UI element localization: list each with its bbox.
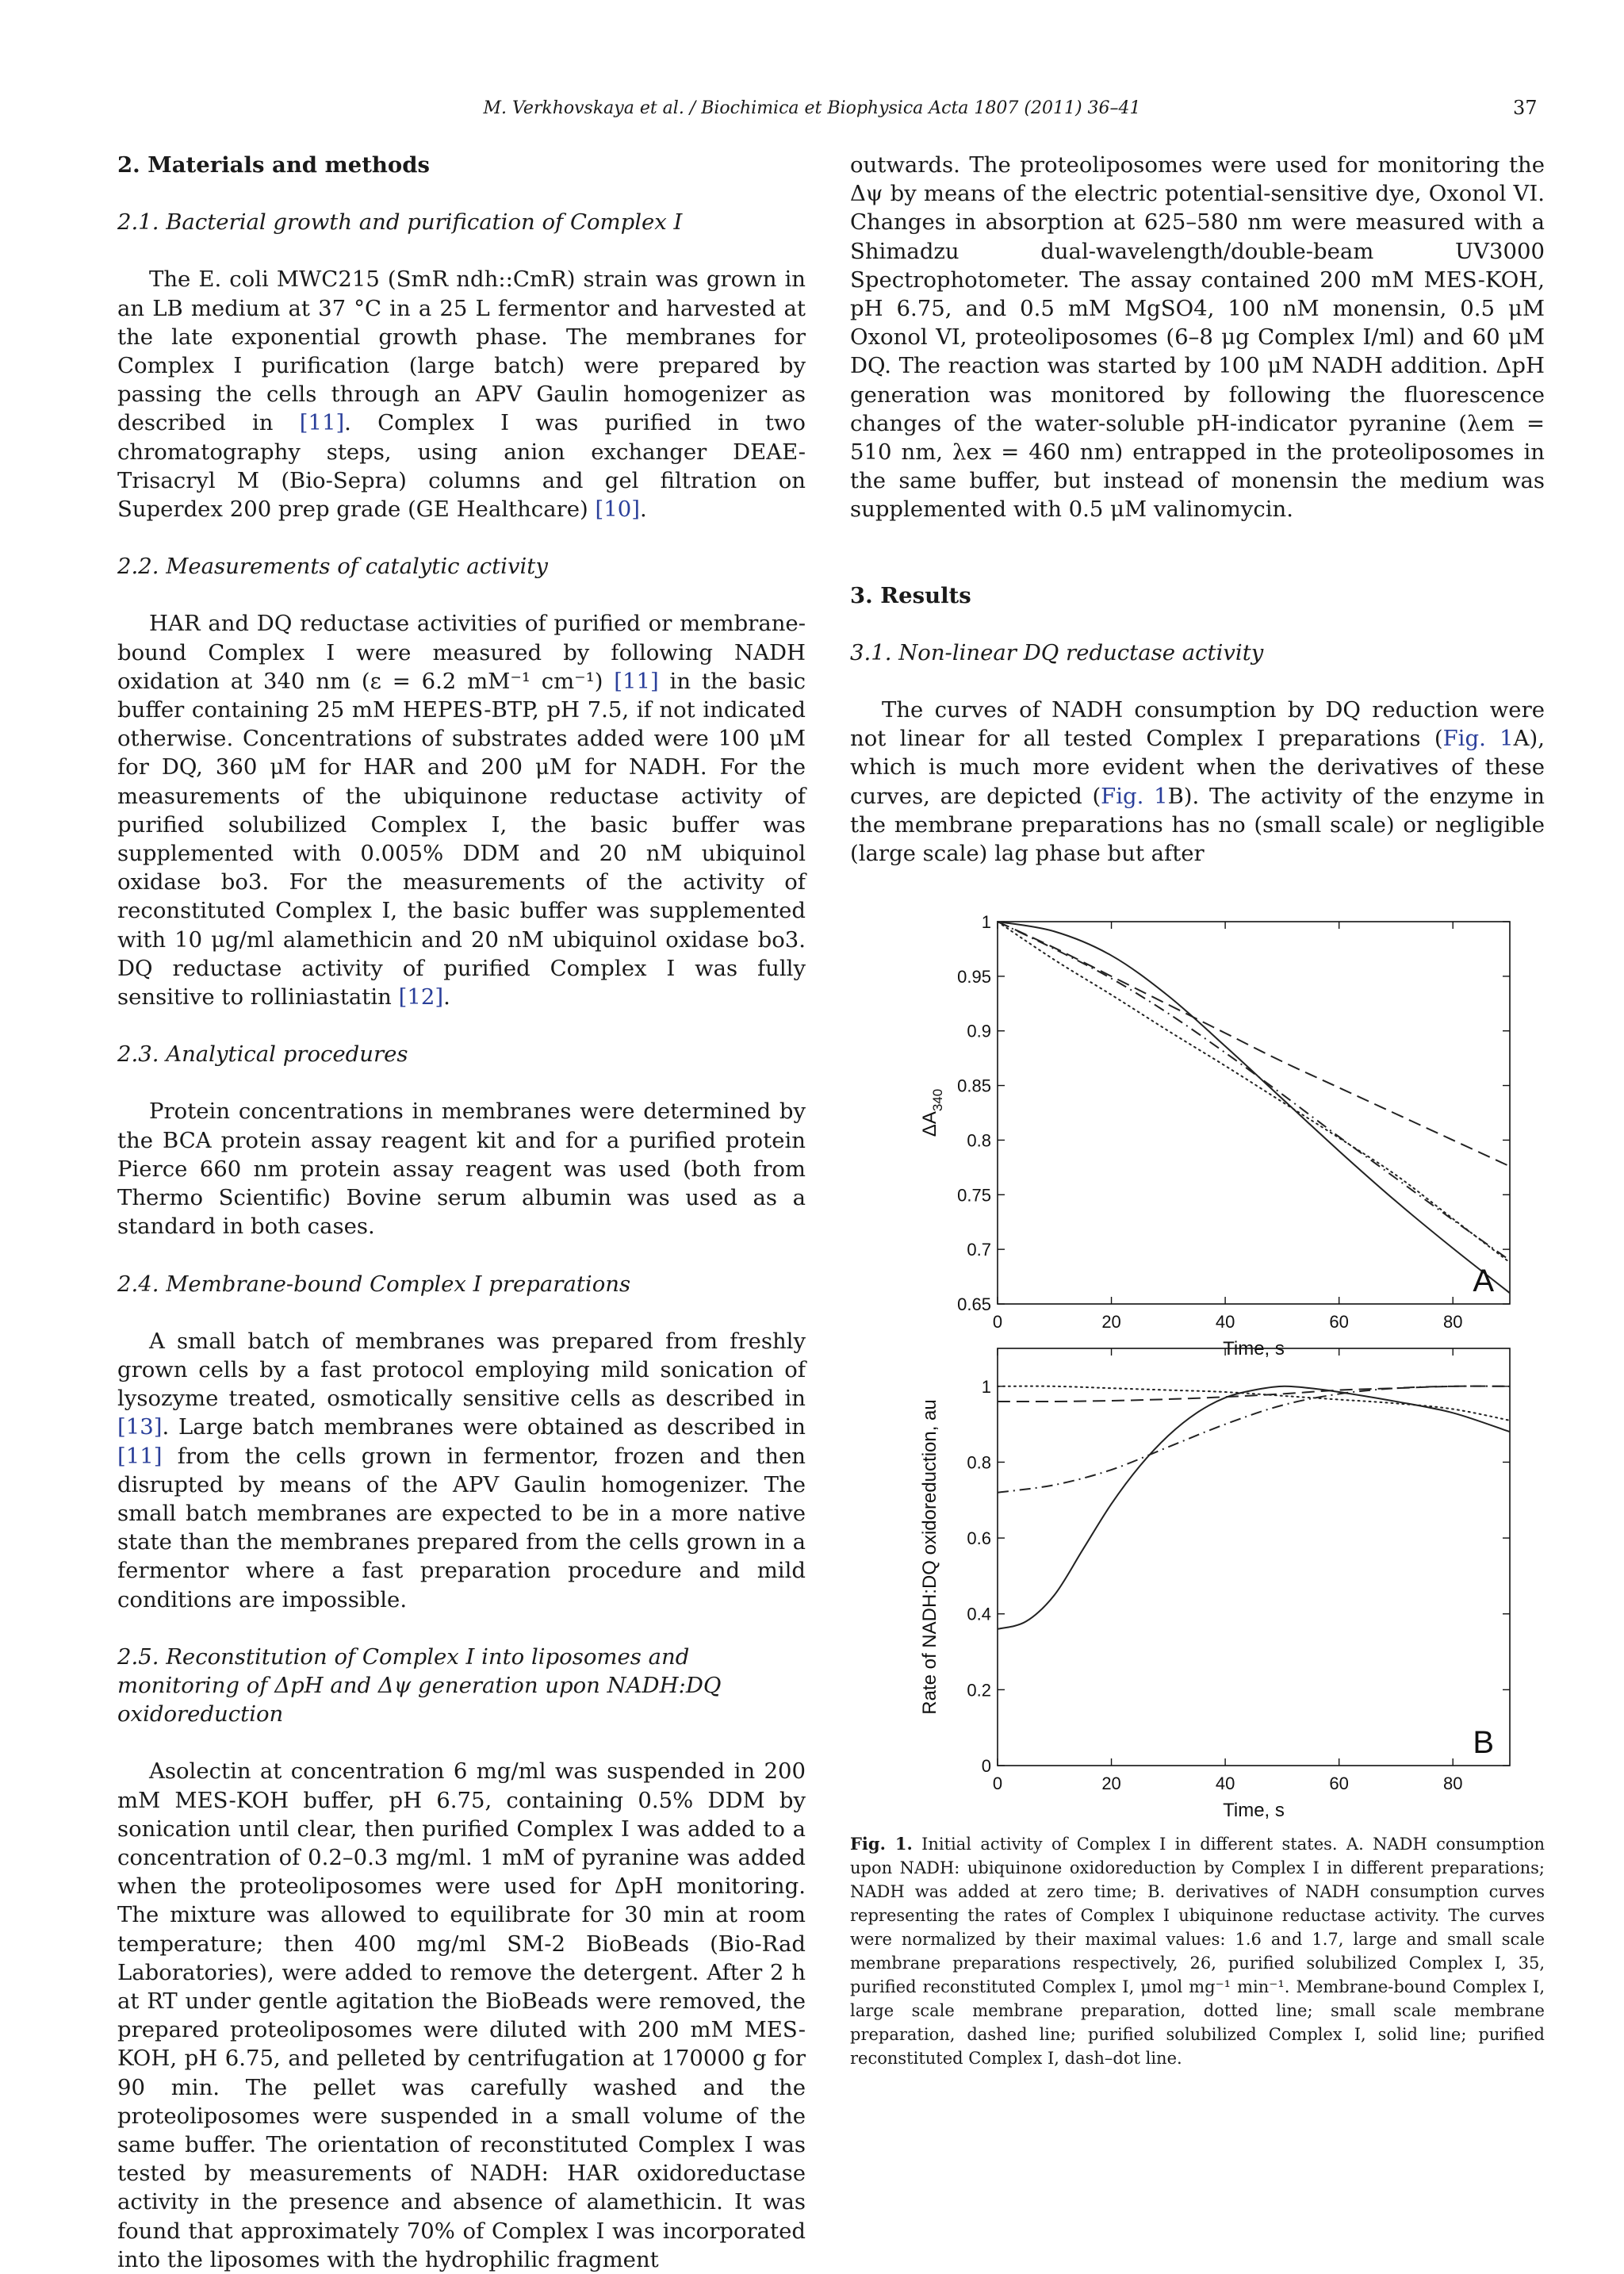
y-tick-label: 0.85 (957, 1076, 991, 1096)
paragraph-nonlinear (850, 696, 1545, 868)
subsection-heading-catalytic-activity: 2.2. Measurements of catalytic activity (117, 554, 548, 580)
y-tick-label: 1 (981, 1376, 991, 1397)
plot-frame (998, 1348, 1510, 1766)
series-line-solid (998, 1386, 1510, 1629)
x-tick-label: 40 (1215, 1312, 1235, 1332)
text-run: from the cells grown in fermentor, frozen and then disrupted by means of the APV Gaulin homogenizer. The small batch membranes are expected to be in a more native state than the membranes prepared from the cells grown in a fermentor where a fast preparation procedure and mild conditions are impossible. (117, 1443, 806, 1613)
citation-link[interactable]: [11] (299, 410, 345, 436)
section-heading-results: 3. Results (850, 582, 971, 608)
caption-label: Fig. 1. (850, 1834, 913, 1854)
y-axis-label (919, 1089, 945, 1137)
citation-link[interactable]: [11] (614, 668, 659, 694)
series-line-dotted (998, 1386, 1510, 1421)
text-run: B). The activity of the enzyme in the membrane preparations has no (small scale) or negligible (large scale) lag phase but after (850, 783, 1545, 867)
panel-letter: A (1473, 1264, 1494, 1298)
paragraph-bacterial-growth (117, 265, 806, 523)
text-run: The E. coli MWC215 (SmR ndh::CmR) strain was grown in an LB medium at 37 °C in a 25 L fermentor and harvested at the late exponential growth phase. The membranes for Complex I purification (large batch) were prepared by passing the cells through an APV Gaulin homogenizer as described in (117, 267, 806, 436)
series-line-dashed (998, 922, 1510, 1166)
subsection-heading-nonlinear: 3.1. Non-linear DQ reductase activity (850, 639, 1264, 665)
y-tick-label: 0.95 (957, 966, 991, 987)
x-axis-label: Time, s (1223, 1800, 1285, 1821)
y-tick-label: 1 (981, 912, 991, 932)
text-run: HAR and DQ reductase activities of purified or membrane-bound Complex I were measured by following NADH oxidation at 340 nm (ε = 6.2 mM⁻¹ cm⁻¹) (117, 611, 806, 694)
figure-1-panel-b (891, 1348, 1510, 1821)
y-axis-label-main: ΔA (919, 1111, 940, 1137)
citation-link[interactable]: [13] (117, 1414, 163, 1440)
subsection-heading-membrane-bound: 2.4. Membrane-bound Complex I preparations (117, 1271, 631, 1297)
y-tick-label: 0.9 (967, 1021, 991, 1041)
y-tick-label: 0.4 (967, 1604, 991, 1624)
series-line-dotted (998, 922, 1510, 1263)
x-tick-label: 80 (1442, 1312, 1463, 1332)
citation-link[interactable]: [12] (398, 984, 444, 1010)
x-tick-label: 60 (1329, 1774, 1349, 1793)
x-tick-label: 20 (1101, 1774, 1121, 1793)
y-tick-label: 0.6 (967, 1528, 991, 1549)
paragraph-membrane-bound (117, 1327, 806, 1614)
subsection-heading-bacterial-growth: 2.1. Bacterial growth and purification of Complex I (117, 209, 683, 236)
y-tick-label: 0 (981, 1756, 991, 1776)
figure-caption (850, 1832, 1545, 2070)
y-tick-label: 0.7 (967, 1240, 991, 1260)
x-axis-label: Time, s (1223, 1338, 1285, 1359)
running-head: M. Verkhovskaya et al. / Biochimica et Biophysica Acta 1807 (2011) 36–41 (483, 98, 1141, 118)
paragraph-catalytic-activity (117, 609, 806, 1011)
text-run: . Complex I was purified in two chromatography steps, using anion exchanger DEAE-Trisacryl M (Bio-Sepra) columns and gel filtration on Superdex 200 prep grade (GE Healthcare) (117, 410, 806, 523)
chart-b-svg (891, 1348, 1510, 1821)
text-run: . (443, 984, 450, 1010)
text-run: A), which is much more evident when the derivatives of these curves, are depicted ( (850, 726, 1545, 809)
figure-link[interactable]: Fig. 1 (1442, 726, 1514, 752)
text-run: . (639, 497, 647, 523)
series-line-dash-dot (998, 1386, 1510, 1493)
paragraph-continued: outwards. The proteoliposomes were used for monitoring the Δψ by means of the electric potential-sensitive dye, Oxonol VI. Changes in absorption at 625–580 nm were measured with a Shimadzu dual-wavelength/double-beam UV3000 Spectrophotometer. The assay contained 200 mM MES-KOH, pH 6.75, and 0.5 mM MgSO4, 100 nM monensin, 0.5 μM Oxonol VI, proteoliposomes (6–8 μg Complex I/ml) and 60 μM DQ. The reaction was started by 100 μM NADH addition. ΔpH generation was monitored by following the fluorescence changes of the water-soluble pH-indicator pyranine (λem = 510 nm, λex = 460 nm) entrapped in the proteoliposomes in the same buffer, but instead of monensin the medium was supplemented with 0.5 μM valinomycin. (850, 152, 1545, 523)
citation-link[interactable]: [11] (117, 1443, 163, 1469)
chart-a-svg (891, 880, 1510, 1359)
caption-text: Initial activity of Complex I in different states. A. NADH consumption upon NADH: ubiquinone oxidoreduction by Complex I in different preparations; NADH was added at zero time; B. derivatives of NADH consumption curves representing the rates of Complex I ubiquinone reductase activity. The curves were normalized by their maximal values: 1.6 and 1.7, large and small scale membrane preparations respectively, 26, purified solubilized Complex I, 35, purified reconstituted Complex I, μmol mg⁻¹ min⁻¹. Membrane-bound Complex I, large scale membrane preparation, dotted line; small scale membrane preparation, dashed line; purified solubilized Complex I, solid line; purified reconstituted Complex I, dash–dot line. (850, 1835, 1545, 2068)
y-tick-label: 0.75 (957, 1185, 991, 1206)
paragraph-reconstitution: Asolectin at concentration 6 mg/ml was suspended in 200 mM MES-KOH buffer, pH 6.75, containing 0.5% DDM by sonication until clear, then purified Complex I was added to a concentration of 0.2–0.3 mg/ml. 1 mM of pyranine was added when the proteoliposomes were used for ΔpH monitoring. The mixture was allowed to equilibrate for 30 min at room temperature; then 400 mg/ml SM-2 BioBeads (Bio-Rad Laboratories), were added to remove the detergent. After 2 h at RT under gentle agitation the BioBeads were removed, the prepared proteoliposomes were diluted with 200 mM MES-KOH, pH 6.75, and pelleted by centrifugation at 170000 g for 90 min. The pellet was carefully washed and the proteoliposomes were suspended in a small volume of the same buffer. The orientation of reconstituted Complex I was tested by measurements of NADH: HAR oxidoreductase activity in the presence and absence of alamethicin. It was found that approximately 70% of Complex I was incorporated into the liposomes with the hydrophilic fragment (117, 1758, 806, 2272)
x-tick-label: 40 (1215, 1774, 1235, 1793)
subsection-heading-reconstitution: 2.5. Reconstitution of Complex I into liposomes and monitoring of ΔpH and Δψ generation upon NADH:DQ oxidoreduction (117, 1643, 722, 1728)
section-heading-materials-methods: 2. Materials and methods (117, 152, 430, 178)
y-axis-label: Rate of NADH:DQ oxidoreduction, au (919, 1399, 940, 1715)
x-tick-label: 60 (1329, 1312, 1349, 1332)
figure-link[interactable]: Fig. 1 (1101, 783, 1168, 809)
citation-link[interactable]: [10] (595, 497, 640, 523)
text-run: A small batch of membranes was prepared from freshly grown cells by a fast protocol employing mild sonication of lysozyme treated, osmotically sensitive cells as described in (117, 1328, 806, 1412)
left-column (117, 151, 806, 2274)
text-run: . Large batch membranes were obtained as described in (162, 1414, 806, 1440)
page-number: 37 (1513, 97, 1538, 119)
x-tick-label: 20 (1101, 1312, 1121, 1332)
series-line-solid (998, 922, 1510, 1293)
y-tick-label: 0.2 (967, 1680, 991, 1701)
text-run: The curves of NADH consumption by DQ reduction were not linear for all tested Complex I preparations ( (850, 697, 1545, 752)
y-tick-label: 0.65 (957, 1294, 991, 1314)
panel-letter: B (1473, 1725, 1494, 1760)
right-column (850, 151, 1545, 868)
plot-frame (998, 922, 1510, 1304)
x-tick-label: 0 (992, 1312, 1003, 1332)
y-tick-label: 0.8 (967, 1452, 991, 1473)
figure-1-panel-a (891, 880, 1510, 1359)
subsection-heading-analytical: 2.3. Analytical procedures (117, 1041, 408, 1068)
x-tick-label: 0 (992, 1774, 1003, 1793)
paragraph-analytical: Protein concentrations in membranes were determined by the BCA protein assay reagent kit and for a purified protein Pierce 660 nm protein assay reagent was used (both from Thermo Scientific) Bovine serum albumin was used as a standard in both cases. (117, 1099, 806, 1240)
x-tick-label: 80 (1442, 1774, 1463, 1793)
text-run: in the basic buffer containing 25 mM HEPES-BTP, pH 7.5, if not indicated otherwise. Concentrations of substrates added were 100 μM for DQ, 360 μM for HAR and 200 μM for NADH. For the measurements of the ubiquinone reductase activity of purified solubilized Complex I, the basic buffer was supplemented with 0.005% DDM and 20 nM ubiquinol oxidase bo3. For the measurements of the activity of reconstituted Complex I, the basic buffer was supplemented with 10 μg/ml alamethicin and 20 nM ubiquinol oxidase bo3. DQ reductase activity of purified Complex I was fully sensitive to rolliniastatin (117, 668, 806, 1010)
series-line-dash-dot (998, 922, 1510, 1260)
y-axis-label-subscript: 340 (930, 1088, 945, 1112)
y-tick-label: 0.8 (967, 1130, 991, 1151)
